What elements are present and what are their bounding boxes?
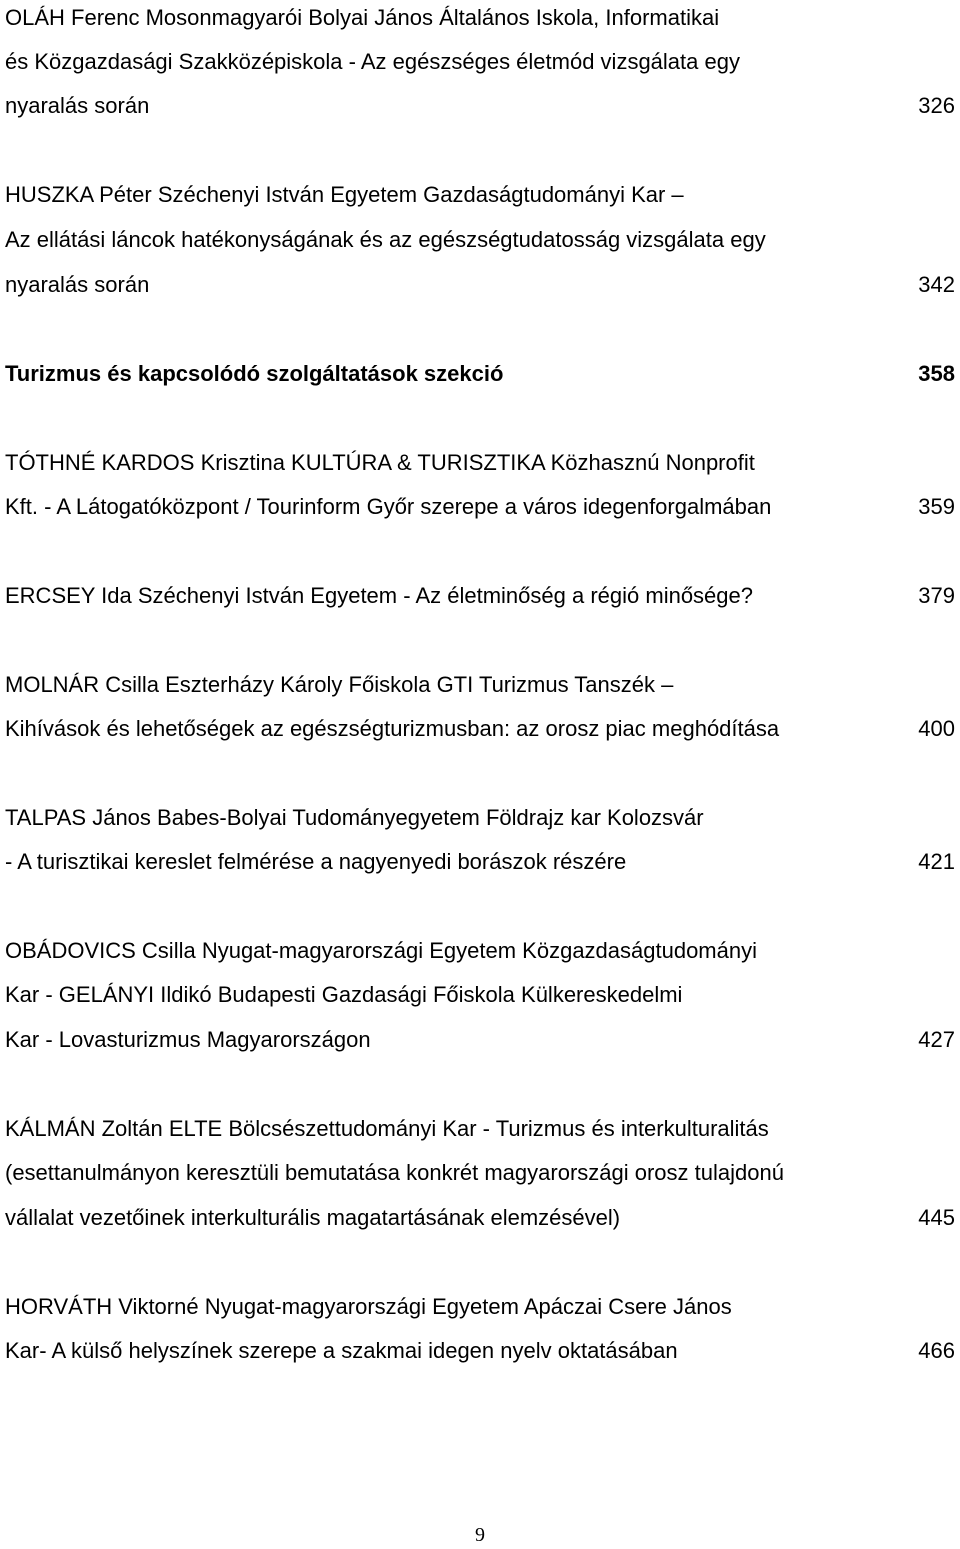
toc-line <box>5 977 955 1013</box>
toc-page-number: 427 <box>918 1027 955 1052</box>
toc-entry-text: - A turisztikai kereslet felmérése a nagyenyedi borászok részére <box>5 849 627 874</box>
section-heading-text: Turizmus és kapcsolódó szolgáltatások szekció <box>5 361 504 386</box>
toc-page-number: 466 <box>918 1338 955 1363</box>
toc-page-number: 421 <box>918 849 955 874</box>
toc-entry-text: Kar - GELÁNYI Ildikó Budapesti Gazdasági Főiskola Külkereskedelmi <box>5 982 683 1007</box>
toc-page-number: 358 <box>918 361 955 386</box>
toc-entry-text: HUSZKA Péter Széchenyi István Egyetem Gazdaságtudományi Kar – <box>5 182 684 207</box>
toc-line <box>5 1200 955 1236</box>
toc-entry-text: TALPAS János Babes-Bolyai Tudományegyetem Földrajz kar Kolozsvár <box>5 805 704 830</box>
toc-entry-text: TÓTHNÉ KARDOS Krisztina KULTÚRA & TURISZTIKA Közhasznú Nonprofit <box>5 450 755 475</box>
section-heading <box>5 356 955 392</box>
toc-page-number: 379 <box>918 583 955 608</box>
toc-line <box>5 800 955 836</box>
toc-entry-text: nyaralás során <box>5 93 150 118</box>
toc-line <box>5 578 955 614</box>
toc-entry-text: MOLNÁR Csilla Eszterházy Károly Főiskola GTI Turizmus Tanszék – <box>5 672 674 697</box>
toc-line <box>5 0 955 36</box>
toc-entry-text: Kihívások és lehetőségek az egészségturizmusban: az orosz piac meghódítása <box>5 716 780 741</box>
toc-page-number: 445 <box>918 1205 955 1230</box>
toc-entry-text: Kar- A külső helyszínek szerepe a szakmai idegen nyelv oktatásában <box>5 1338 678 1363</box>
toc-entry-text: Az ellátási láncok hatékonyságának és az egészségtudatosság vizsgálata egy <box>5 227 766 252</box>
toc-line <box>5 933 955 969</box>
toc-line <box>5 267 955 303</box>
toc-page-number: 359 <box>918 494 955 519</box>
toc-entry-text: ERCSEY Ida Széchenyi István Egyetem - Az életminőség a régió minősége? <box>5 583 753 608</box>
toc-line <box>5 1333 955 1369</box>
toc-line <box>5 445 955 481</box>
toc-line <box>5 1111 955 1147</box>
toc-entry-text: KÁLMÁN Zoltán ELTE Bölcsészettudományi Kar - Turizmus és interkulturalitás <box>5 1116 769 1141</box>
toc-page-number: 400 <box>918 716 955 741</box>
toc-line <box>5 1155 955 1191</box>
toc-entry-text: és Közgazdasági Szakközépiskola - Az egészséges életmód vizsgálata egy <box>5 49 740 74</box>
toc-line <box>5 711 955 747</box>
toc-line <box>5 88 955 124</box>
toc-entry-text: HORVÁTH Viktorné Nyugat-magyarországi Egyetem Apáczai Csere János <box>5 1294 732 1319</box>
toc-entry-text: vállalat vezetőinek interkulturális magatartásának elemzésével) <box>5 1205 621 1230</box>
toc-entry-text: OLÁH Ferenc Mosonmagyarói Bolyai János Általános Iskola, Informatikai <box>5 5 720 30</box>
toc-entry-text: (esettanulmányon keresztüli bemutatása konkrét magyarországi orosz tulajdonú <box>5 1160 784 1185</box>
toc-line <box>5 222 955 258</box>
toc-line <box>5 844 955 880</box>
toc-entry-text: OBÁDOVICS Csilla Nyugat-magyarországi Egyetem Közgazdaságtudományi <box>5 938 757 963</box>
toc-line <box>5 489 955 525</box>
toc-entry-text: Kar - Lovasturizmus Magyarországon <box>5 1027 371 1052</box>
toc-line <box>5 177 955 213</box>
toc-page-number: 342 <box>918 272 955 297</box>
toc-line <box>5 44 955 80</box>
toc-line <box>5 667 955 703</box>
toc-line <box>5 1022 955 1058</box>
footer-page-number: 9 <box>475 1524 485 1546</box>
toc-page-number: 326 <box>918 93 955 118</box>
toc-entry-text: nyaralás során <box>5 272 150 297</box>
toc-entry-text: Kft. - A Látogatóközpont / Tourinform Győr szerepe a város idegenforgalmában <box>5 494 772 519</box>
toc-line <box>5 1289 955 1325</box>
